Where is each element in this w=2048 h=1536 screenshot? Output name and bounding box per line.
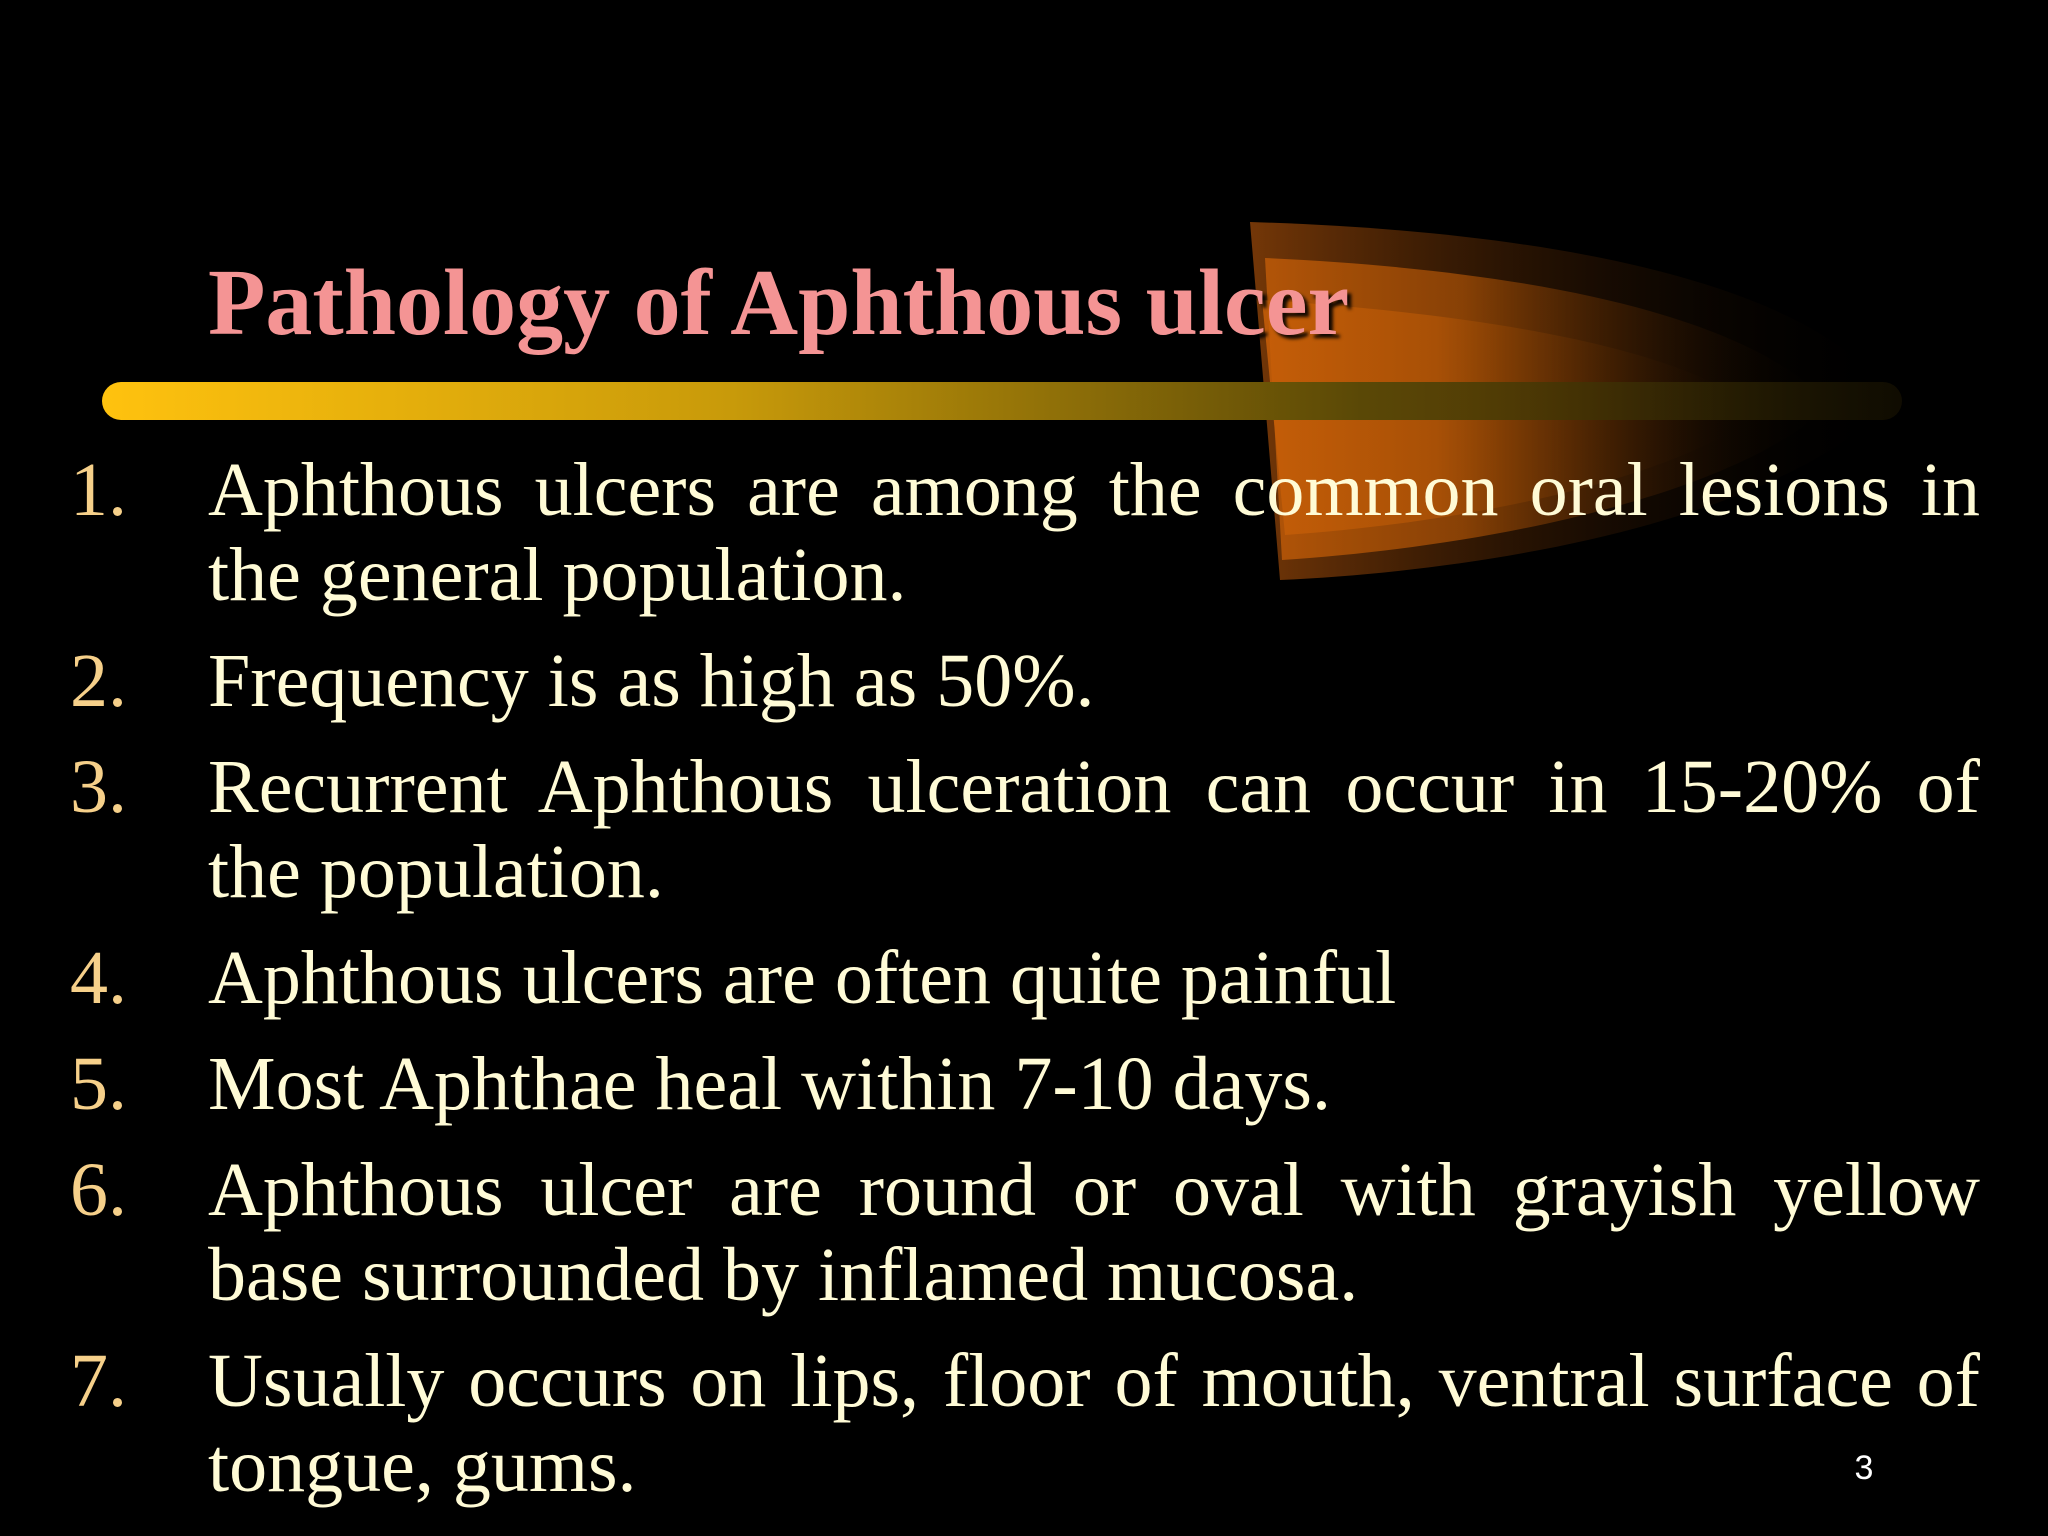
item-text: Aphthous ulcers are among the common oral lesions in the general population. — [208, 448, 1980, 617]
item-text: Aphthous ulcer are round or oval with grayish yellow base surrounded by inflamed mucosa. — [208, 1148, 1980, 1317]
list-item — [70, 936, 1980, 1021]
item-number: 2. — [70, 639, 127, 723]
item-number: 7. — [70, 1339, 127, 1423]
item-number: 4. — [70, 936, 127, 1020]
bullet-list — [70, 448, 1980, 1509]
item-text: Frequency is as high as 50%. — [208, 639, 1095, 723]
item-text: Recurrent Aphthous ulceration can occur in 15-20% of the population. — [208, 745, 1980, 914]
item-text: Aphthous ulcers are often quite painful — [208, 936, 1397, 1020]
list-item — [70, 1339, 1980, 1509]
item-number: 1. — [70, 448, 127, 532]
list-item — [70, 1042, 1980, 1127]
item-text: Usually occurs on lips, floor of mouth, ventral surface of tongue, gums. — [208, 1339, 1980, 1508]
list-item — [70, 448, 1980, 618]
item-number: 5. — [70, 1042, 127, 1126]
list-item — [70, 639, 1980, 724]
item-number: 6. — [70, 1148, 127, 1232]
list-item — [70, 745, 1980, 915]
item-number: 3. — [70, 745, 127, 829]
item-text: Most Aphthae heal within 7-10 days. — [208, 1042, 1331, 1126]
page-number: 3 — [1854, 1449, 1874, 1487]
list-item — [70, 1148, 1980, 1318]
accent-bar — [102, 382, 1902, 420]
slide-title: Pathology of Aphthous ulcer — [208, 251, 1350, 355]
